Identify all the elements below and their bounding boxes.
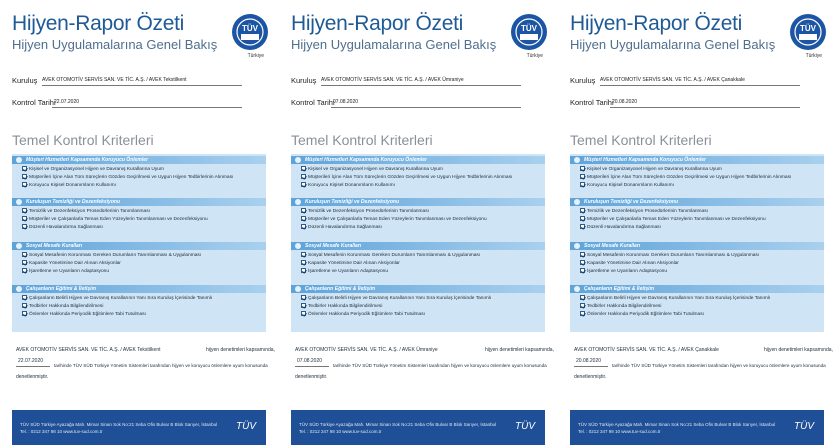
report-title: Hijyen-Rapor Özeti — [291, 12, 463, 35]
category-title: Müşteri Hizmetleri Kapsamında Koruyucu Önlemler — [584, 157, 706, 163]
statement-scope: hijyen denetimleri kapsamında, — [206, 347, 275, 353]
kurulus-underline — [42, 85, 242, 86]
checkbox-checked-icon — [301, 224, 306, 229]
statement-date: 07.08.2020 — [297, 358, 323, 364]
checkbox-checked-icon — [580, 174, 585, 179]
tuv-logo-text: TÜV — [242, 24, 258, 33]
criteria-item — [22, 268, 109, 274]
criteria-item-text: Temizlik ve Dezenfeksiyon Prosedürlerinin Tanımlanması — [587, 209, 708, 214]
checkbox-checked-icon — [22, 311, 27, 316]
category-icon — [295, 286, 301, 292]
criteria-item-text: Müşteriler ve Çalışanlarla Temas Eden Yüzeylerin Tanımlanması ve Dezenfeksiyonu — [29, 217, 208, 222]
criteria-item-text: Sosyal Mesafenin Korunması Gereken Durumların Tanımlanması & Uygulanması — [308, 253, 481, 258]
category-icon — [16, 199, 22, 205]
criteria-item — [22, 303, 103, 309]
checkbox-checked-icon — [301, 252, 306, 257]
checkbox-checked-icon — [580, 311, 585, 316]
footer-tuv-logo: TÜV — [515, 421, 535, 432]
category-title: Kuruluşun Temizliği ve Dezenfeksiyonu — [26, 199, 120, 205]
criteria-item-text: Kapasite Yönetimine Dair Alınan Aksiyonlar — [308, 261, 400, 266]
footer-address: TÜV SÜD Türkiye Ayazağa Mah. Mimar Sinan Sok No:21 Seba Ofis Bulvar B Blok Sarıyer, İstanbul — [299, 422, 497, 427]
checkbox-checked-icon — [580, 208, 585, 213]
checkbox-checked-icon — [580, 224, 585, 229]
kontrol-tarihi-value: 07.08.2020 — [333, 99, 359, 105]
kontrol-tarihi-field — [570, 98, 638, 107]
criteria-item-text: Sosyal Mesafenin Korunması Gereken Durumların Tanımlanması & Uygulanması — [29, 253, 202, 258]
criteria-item-text: Çalışanların Belirli Hijyen ve Davranış Kurallarının Yanı Sıra Kuruluş İçerisinde Tanımlı — [587, 296, 771, 301]
criteria-item — [580, 268, 667, 274]
statement-scope: hijyen denetimleri kapsamında, — [485, 347, 554, 353]
category-icon — [16, 286, 22, 292]
report-subtitle: Hijyen Uygulamalarına Genel Bakış — [570, 37, 776, 52]
statement-scope: hijyen denetimleri kapsamında, — [764, 347, 833, 353]
category-header — [291, 156, 545, 164]
statement-date-underline — [16, 366, 50, 367]
criteria-box — [570, 154, 824, 332]
criteria-item — [580, 311, 704, 317]
statement-body: tarihinde TÜV SÜD Türkiye Yönetim Sistemleri tarafından hijyen ve koruyucu önlemlere uyum konusunda — [612, 363, 826, 368]
criteria-item-text: Kişisel ve Organizasyonel Hijyen ve Davranış Kurallarına Uyum — [587, 167, 722, 172]
statement-body: tarihinde TÜV SÜD Türkiye Yönetim Sistemleri tarafından hijyen ve koruyucu önlemlere uyum konusunda — [333, 363, 547, 368]
criteria-item-text: Tedbirler Hakkında Bilgilendirilmesi — [29, 304, 104, 309]
checkbox-checked-icon — [22, 268, 27, 273]
kontrol-tarihi-field — [291, 98, 359, 107]
criteria-item — [580, 166, 722, 172]
statement-date-underline — [574, 366, 608, 367]
footer-bar — [12, 410, 266, 445]
criteria-item — [22, 166, 164, 172]
criteria-item — [301, 295, 491, 301]
report-subtitle: Hijyen Uygulamalarına Genel Bakış — [12, 37, 218, 52]
kurulus-label: Kuruluş — [570, 76, 596, 85]
checkbox-checked-icon — [22, 260, 27, 265]
criteria-item — [301, 208, 429, 214]
footer-tuv-logo: TÜV — [236, 421, 256, 432]
footer-contact: Tel. : 0212 347 98 10 www.tuv-sud.com.tr — [578, 429, 661, 434]
kurulus-label: Kuruluş — [291, 76, 317, 85]
criteria-item — [301, 224, 382, 230]
criteria-item-text: Müşteriler ve Çalışanlarla Temas Eden Yüzeylerin Tanımlanması ve Dezenfeksiyonu — [587, 217, 766, 222]
report-page — [281, 0, 559, 445]
criteria-item-text: Düzenli Havalandırma Sağlanması — [308, 225, 382, 230]
category-header — [12, 156, 266, 164]
footer-contact: Tel. : 0212 347 98 10 www.tuv-sud.com.tr — [20, 429, 103, 434]
report-page — [560, 0, 838, 445]
criteria-item — [580, 174, 791, 180]
criteria-item — [22, 182, 116, 188]
category-header — [291, 285, 545, 293]
criteria-item-text: Düzenli Havalandırma Sağlanması — [29, 225, 103, 230]
criteria-item — [580, 303, 661, 309]
kurulus-field — [291, 76, 464, 85]
criteria-item-text: Çalışanların Belirli Hijyen ve Davranış Kurallarının Yanı Sıra Kuruluş İçerisinde Tanımlı — [29, 296, 213, 301]
checkbox-checked-icon — [301, 260, 306, 265]
kontrol-tarihi-value: 22.07.2020 — [54, 99, 80, 105]
criteria-box — [291, 154, 545, 332]
checkbox-checked-icon — [580, 268, 585, 273]
criteria-item — [301, 216, 487, 222]
criteria-item — [22, 295, 212, 301]
criteria-item-text: Müşterileri İçine Alan Tüm Süreçlerin Gözden Geçirilmesi ve Uygun Hijyen Tedbirlerinin Alınması — [29, 175, 234, 180]
category-title: Çalışanların Eğitimi & İletişim — [584, 286, 655, 292]
checkbox-checked-icon — [301, 311, 306, 316]
criteria-item-text: Temizlik ve Dezenfeksiyon Prosedürlerinin Tanımlanması — [29, 209, 150, 214]
kurulus-value: AVEK OTOMOTİV SERVİS SAN. VE TİC. A.Ş. / AVEK Ümraniye — [321, 77, 464, 83]
kurulus-label: Kuruluş — [12, 76, 38, 85]
checkbox-checked-icon — [22, 252, 27, 257]
category-header — [570, 242, 824, 250]
checkbox-checked-icon — [580, 182, 585, 187]
category-header — [12, 242, 266, 250]
footer-bar — [291, 410, 545, 445]
criteria-item-text: İşaretleme ve Uyarıların Adaptasyonu — [29, 269, 109, 274]
criteria-item — [301, 252, 480, 258]
statement-end: denetlenmiştir. — [16, 374, 49, 380]
criteria-item-text: Düzenli Havalandırma Sağlanması — [587, 225, 661, 230]
report-title: Hijyen-Rapor Özeti — [12, 12, 184, 35]
tuv-logo — [511, 14, 547, 50]
criteria-item-text: Koruyucu Kişisel Donanımların Kullanımı — [587, 183, 674, 188]
category-icon — [574, 286, 580, 292]
checkbox-checked-icon — [22, 208, 27, 213]
checkbox-checked-icon — [22, 182, 27, 187]
report-title: Hijyen-Rapor Özeti — [570, 12, 742, 35]
kurulus-underline — [321, 85, 521, 86]
category-title: Çalışanların Eğitimi & İletişim — [305, 286, 376, 292]
footer-tuv-logo: TÜV — [794, 421, 814, 432]
checkbox-checked-icon — [580, 295, 585, 300]
checkbox-checked-icon — [22, 295, 27, 300]
criteria-item — [580, 216, 766, 222]
footer-address: TÜV SÜD Türkiye Ayazağa Mah. Mimar Sinan Sok No:21 Seba Ofis Bulvar B Blok Sarıyer, İstanbul — [20, 422, 218, 427]
kurulus-underline — [600, 85, 800, 86]
category-header — [12, 285, 266, 293]
criteria-item-text: Koruyucu Kişisel Donanımların Kullanımı — [308, 183, 395, 188]
footer-bar — [570, 410, 824, 445]
category-title: Kuruluşun Temizliği ve Dezenfeksiyonu — [584, 199, 678, 205]
criteria-item-text: Önlemler Hakkında Periyodik Eğitimlere Tabi Tutulması — [587, 312, 704, 317]
criteria-item — [301, 268, 388, 274]
statement-date-underline — [295, 366, 329, 367]
footer-contact: Tel. : 0212 347 98 10 www.tuv-sud.com.tr — [299, 429, 382, 434]
category-title: Sosyal Mesafe Kuralları — [26, 243, 83, 249]
tuv-logo-text: TÜV — [800, 24, 816, 33]
category-title: Müşteri Hizmetleri Kapsamında Koruyucu Önlemler — [26, 157, 148, 163]
criteria-item — [301, 311, 425, 317]
checkbox-checked-icon — [301, 268, 306, 273]
category-icon — [574, 199, 580, 205]
criteria-item-text: Sosyal Mesafenin Korunması Gereken Durumların Tanımlanması & Uygulanması — [587, 253, 760, 258]
statement-body: tarihinde TÜV SÜD Türkiye Yönetim Sistemleri tarafından hijyen ve koruyucu önlemlere uyum konusunda — [54, 363, 268, 368]
criteria-item-text: Önlemler Hakkında Periyodik Eğitimlere Tabi Tutulması — [308, 312, 425, 317]
criteria-item — [580, 224, 661, 230]
statement-date: 22.07.2020 — [18, 358, 44, 364]
tuv-logo — [790, 14, 826, 50]
logo-country-label: Türkiye — [526, 53, 543, 59]
criteria-item-text: Tedbirler Hakkında Bilgilendirilmesi — [587, 304, 662, 309]
criteria-item — [22, 252, 201, 258]
category-header — [570, 156, 824, 164]
checkbox-checked-icon — [22, 166, 27, 171]
kontrol-tarihi-field — [12, 98, 80, 107]
criteria-section-title: Temel Kontrol Kriterleri — [570, 132, 712, 148]
kurulus-value: AVEK OTOMOTİV SERVİS SAN. VE TİC. A.Ş. / AVEK Çanakkale — [600, 77, 745, 83]
criteria-item-text: Tedbirler Hakkında Bilgilendirilmesi — [308, 304, 383, 309]
kontrol-tarihi-underline — [331, 107, 521, 108]
criteria-item-text: Önlemler Hakkında Periyodik Eğitimlere Tabi Tutulması — [29, 312, 146, 317]
kontrol-tarihi-value: 20.08.2020 — [612, 99, 638, 105]
checkbox-checked-icon — [301, 174, 306, 179]
category-icon — [574, 243, 580, 249]
criteria-item — [22, 260, 121, 266]
criteria-item — [22, 174, 233, 180]
criteria-item — [580, 295, 770, 301]
criteria-item-text: Çalışanların Belirli Hijyen ve Davranış Kurallarının Yanı Sıra Kuruluş İçerisinde Tanımlı — [308, 296, 492, 301]
tuv-logo — [232, 14, 268, 50]
category-icon — [295, 157, 301, 163]
criteria-item — [22, 216, 208, 222]
criteria-box — [12, 154, 266, 332]
statement-company: AVEK OTOMOTİV SERVİS SAN. VE TİC. A.Ş. / AVEK Ümraniye — [295, 347, 438, 353]
kontrol-tarihi-label: Kontrol Tarihi — [570, 98, 614, 107]
category-title: Sosyal Mesafe Kuralları — [305, 243, 362, 249]
criteria-item — [22, 224, 103, 230]
criteria-section-title: Temel Kontrol Kriterleri — [12, 132, 154, 148]
criteria-item-text: İşaretleme ve Uyarıların Adaptasyonu — [308, 269, 388, 274]
tuv-logo-text: TÜV — [521, 24, 537, 33]
criteria-item-text: Kişisel ve Organizasyonel Hijyen ve Davranış Kurallarına Uyum — [29, 167, 164, 172]
kontrol-tarihi-underline — [52, 107, 242, 108]
kurulus-field — [12, 76, 187, 85]
statement-company: AVEK OTOMOTİV SERVİS SAN. VE TİC. A.Ş. / AVEK Çanakkale — [574, 347, 719, 353]
criteria-item — [301, 182, 395, 188]
category-icon — [16, 243, 22, 249]
criteria-section-title: Temel Kontrol Kriterleri — [291, 132, 433, 148]
statement-company: AVEK OTOMOTİV SERVİS SAN. VE TİC. A.Ş. / AVEK Tekstilkent — [16, 347, 161, 353]
category-title: Kuruluşun Temizliği ve Dezenfeksiyonu — [305, 199, 399, 205]
criteria-item — [580, 182, 674, 188]
criteria-item — [301, 174, 512, 180]
kontrol-tarihi-label: Kontrol Tarihi — [12, 98, 56, 107]
checkbox-checked-icon — [301, 303, 306, 308]
category-header — [12, 198, 266, 206]
category-icon — [574, 157, 580, 163]
statement-end: denetlenmiştir. — [574, 374, 607, 380]
criteria-item — [22, 311, 146, 317]
checkbox-checked-icon — [22, 224, 27, 229]
criteria-item-text: Kişisel ve Organizasyonel Hijyen ve Davranış Kurallarına Uyum — [308, 167, 443, 172]
logo-country-label: Türkiye — [247, 53, 264, 59]
checkbox-checked-icon — [301, 166, 306, 171]
checkbox-checked-icon — [301, 182, 306, 187]
report-subtitle: Hijyen Uygulamalarına Genel Bakış — [291, 37, 497, 52]
criteria-item — [301, 303, 382, 309]
kontrol-tarihi-label: Kontrol Tarihi — [291, 98, 335, 107]
criteria-item — [580, 208, 708, 214]
checkbox-checked-icon — [580, 166, 585, 171]
category-header — [570, 198, 824, 206]
checkbox-checked-icon — [580, 252, 585, 257]
checkbox-checked-icon — [301, 208, 306, 213]
category-header — [291, 242, 545, 250]
checkbox-checked-icon — [580, 260, 585, 265]
category-icon — [295, 243, 301, 249]
criteria-item — [301, 166, 443, 172]
statement-end: denetlenmiştir. — [295, 374, 328, 380]
checkbox-checked-icon — [301, 295, 306, 300]
kurulus-value: AVEK OTOMOTİV SERVİS SAN. VE TİC. A.Ş. / AVEK Tekstilkent — [42, 77, 187, 83]
criteria-item — [580, 260, 679, 266]
criteria-item-text: Müşterileri İçine Alan Tüm Süreçlerin Gözden Geçirilmesi ve Uygun Hijyen Tedbirlerinin Alınması — [587, 175, 792, 180]
criteria-item-text: Kapasite Yönetimine Dair Alınan Aksiyonlar — [29, 261, 121, 266]
report-page — [2, 0, 280, 445]
kurulus-field — [570, 76, 745, 85]
criteria-item-text: Müşterileri İçine Alan Tüm Süreçlerin Gözden Geçirilmesi ve Uygun Hijyen Tedbirlerinin Alınması — [308, 175, 513, 180]
statement-date: 20.08.2020 — [576, 358, 602, 364]
criteria-item — [580, 252, 759, 258]
logo-country-label: Türkiye — [805, 53, 822, 59]
category-header — [570, 285, 824, 293]
checkbox-checked-icon — [580, 216, 585, 221]
criteria-item — [22, 208, 150, 214]
criteria-item-text: Kapasite Yönetimine Dair Alınan Aksiyonlar — [587, 261, 679, 266]
category-title: Sosyal Mesafe Kuralları — [584, 243, 641, 249]
criteria-item — [301, 260, 400, 266]
category-icon — [16, 157, 22, 163]
category-header — [291, 198, 545, 206]
checkbox-checked-icon — [22, 303, 27, 308]
criteria-item-text: Müşteriler ve Çalışanlarla Temas Eden Yüzeylerin Tanımlanması ve Dezenfeksiyonu — [308, 217, 487, 222]
criteria-item-text: Koruyucu Kişisel Donanımların Kullanımı — [29, 183, 116, 188]
category-icon — [295, 199, 301, 205]
checkbox-checked-icon — [22, 216, 27, 221]
checkbox-checked-icon — [22, 174, 27, 179]
footer-address: TÜV SÜD Türkiye Ayazağa Mah. Mimar Sinan Sok No:21 Seba Ofis Bulvar B Blok Sarıyer, İstanbul — [578, 422, 776, 427]
criteria-item-text: Temizlik ve Dezenfeksiyon Prosedürlerinin Tanımlanması — [308, 209, 429, 214]
checkbox-checked-icon — [301, 216, 306, 221]
category-title: Müşteri Hizmetleri Kapsamında Koruyucu Önlemler — [305, 157, 427, 163]
criteria-item-text: İşaretleme ve Uyarıların Adaptasyonu — [587, 269, 667, 274]
category-title: Çalışanların Eğitimi & İletişim — [26, 286, 97, 292]
kontrol-tarihi-underline — [610, 107, 800, 108]
checkbox-checked-icon — [580, 303, 585, 308]
